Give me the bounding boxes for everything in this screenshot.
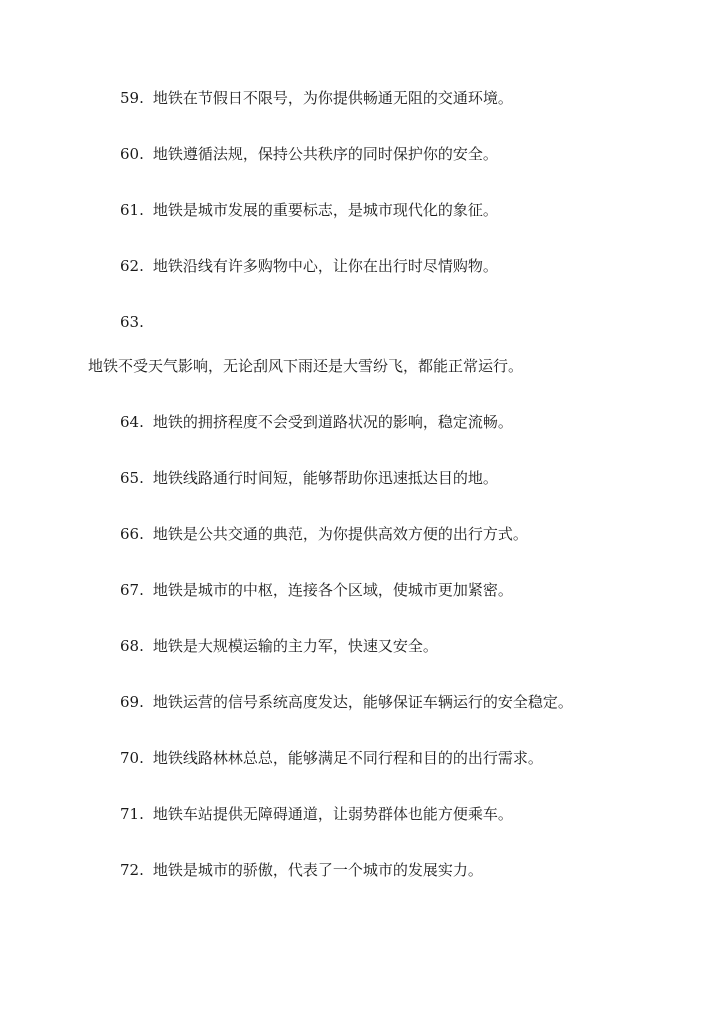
list-item-66 — [120, 524, 528, 544]
list-item-68 — [120, 636, 438, 656]
item-number: 64. — [120, 413, 144, 431]
list-item-70 — [120, 748, 543, 768]
item-text: 地铁是城市的中枢，连接各个区域，使城市更加紧密。 — [152, 581, 513, 599]
item-number: 71. — [120, 805, 144, 823]
item-text: 地铁线路林林总总，能够满足不同行程和目的的出行需求。 — [152, 749, 543, 767]
list-item-72 — [120, 860, 483, 880]
item-text: 地铁是公共交通的典范，为你提供高效方便的出行方式。 — [152, 525, 528, 543]
item-number: 69. — [120, 693, 144, 711]
item-text: 地铁在节假日不限号，为你提供畅通无阻的交通环境。 — [152, 89, 513, 107]
item-number: 67. — [120, 581, 144, 599]
item-text: 地铁运营的信号系统高度发达，能够保证车辆运行的安全稳定。 — [152, 693, 573, 711]
item-number: 68. — [120, 637, 144, 655]
list-item-60 — [120, 144, 498, 164]
item-text: 地铁线路通行时间短，能够帮助你迅速抵达目的地。 — [152, 469, 498, 487]
item-text: 地铁是城市的骄傲，代表了一个城市的发展实力。 — [152, 861, 483, 879]
list-item-65 — [120, 468, 498, 488]
item-number: 62. — [120, 257, 144, 275]
item-text: 地铁沿线有许多购物中心，让你在出行时尽情购物。 — [152, 257, 498, 275]
item-text: 地铁车站提供无障碍通道，让弱势群体也能方便乘车。 — [152, 805, 513, 823]
list-item-69 — [120, 692, 573, 712]
item-text: 地铁遵循法规，保持公共秩序的同时保护你的安全。 — [152, 145, 498, 163]
list-item-64 — [120, 412, 513, 432]
list-item-62 — [120, 256, 498, 276]
item-number: 72. — [120, 861, 144, 879]
item-text: 地铁的拥挤程度不会受到道路状况的影响，稳定流畅。 — [152, 413, 513, 431]
item-number: 60. — [120, 145, 144, 163]
item-number: 59. — [120, 89, 144, 107]
item-number: 65. — [120, 469, 144, 487]
list-item-61 — [120, 200, 498, 220]
list-item-59 — [120, 88, 513, 108]
item-number: 63. — [120, 313, 144, 331]
item-text: 地铁是城市发展的重要标志，是城市现代化的象征。 — [152, 201, 498, 219]
item-number: 61. — [120, 201, 144, 219]
list-item-67 — [120, 580, 513, 600]
item-number: 66. — [120, 525, 144, 543]
item-number: 70. — [120, 749, 144, 767]
item-text: 地铁是大规模运输的主力军，快速又安全。 — [152, 637, 438, 655]
list-item-71 — [120, 804, 513, 824]
list-item-63-text: 地铁不受天气影响，无论刮风下雨还是大雪纷飞，都能正常运行。 — [88, 357, 524, 375]
list-item-63 — [120, 312, 153, 332]
